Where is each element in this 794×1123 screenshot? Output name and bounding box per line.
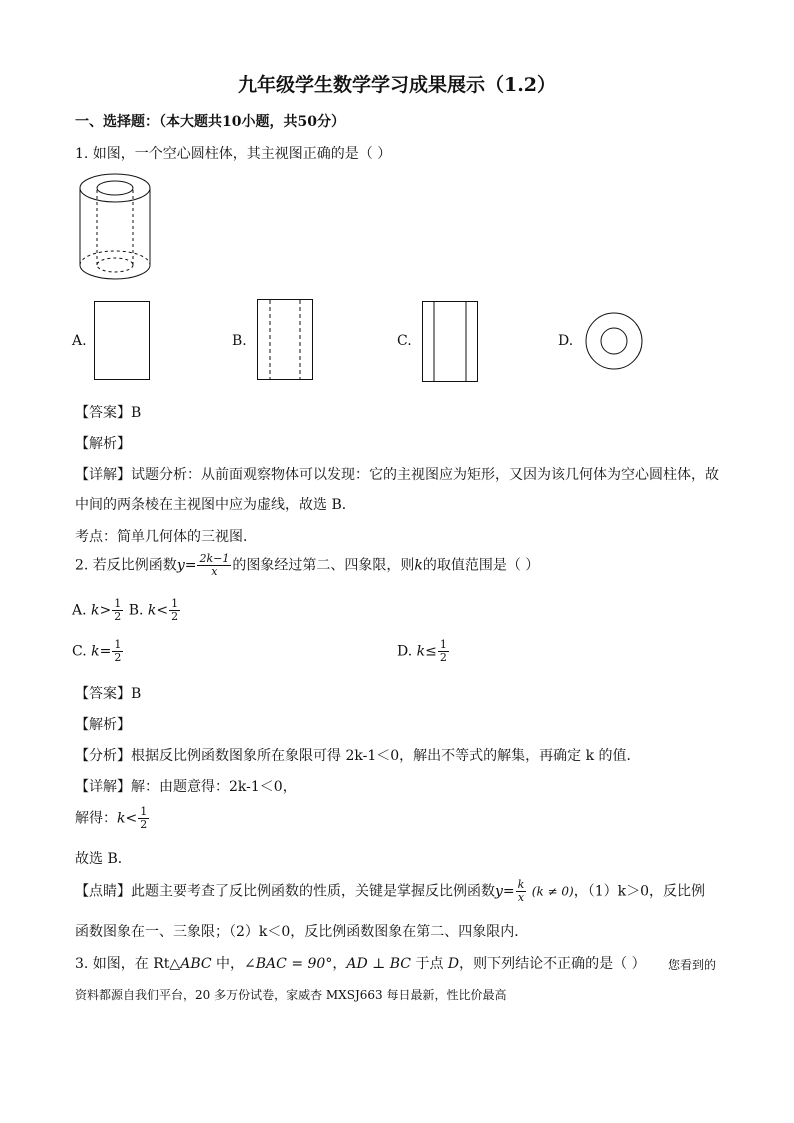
q2-opt-b-rel: k<: [147, 602, 169, 619]
q2-fraction-den: x: [211, 565, 218, 578]
q2-opt-b-label: B.: [128, 602, 144, 619]
option-c-solid-lines-rectangle: [422, 301, 480, 383]
q2-solve-prefix: 解得：: [75, 810, 117, 827]
q2-dj-cond: (k ≠ 0): [531, 884, 574, 899]
q2-detail: 【详解】解：由题意得：2k-1＜0，: [75, 779, 297, 795]
q2-dianjing-line2: 函数图象在一、三象限；（2）k＜0，反比例函数图象在第二、四象限内．: [75, 924, 529, 940]
q2-fraction: [197, 553, 231, 578]
half-num: 1: [114, 638, 122, 651]
page-title: 九年级学生数学学习成果展示（1.2）: [237, 74, 557, 96]
q1-option-c-label: C.: [397, 333, 412, 349]
half-den: 2: [439, 651, 447, 664]
q2-solve-half: [138, 806, 149, 831]
q2-choose: 故选 B．: [75, 851, 132, 867]
watermark-line1: 您看到的: [668, 958, 717, 972]
q2-dianjing-line1: [75, 879, 705, 904]
half-num: 1: [114, 597, 122, 610]
q3-perp: AD ⊥ BC: [346, 956, 411, 972]
q2-option-c: [72, 639, 124, 664]
q3-d: D: [447, 956, 460, 972]
q2-dj-num: k: [517, 878, 525, 891]
q2-opt-c-rel: k=: [91, 643, 112, 660]
q2-k: k: [414, 557, 423, 574]
q2-stem-suffix: 的图象经过第二、四象限，则: [232, 557, 415, 574]
half-den: 2: [171, 610, 179, 623]
section-heading: 一、选择题：（本大题共10小题，共50分）: [75, 114, 345, 130]
half-num: 1: [140, 805, 148, 818]
q1-stem: 1. 如图，一个空心圆柱体，其主视图正确的是（ ）: [75, 146, 392, 162]
q1-answer: 【答案】B: [75, 405, 142, 421]
q3-stem: [75, 953, 646, 973]
half-num: 1: [439, 638, 447, 651]
q3-sep: ，: [332, 956, 347, 972]
q2-opt-c-half: [112, 639, 123, 664]
q2-stem: [75, 553, 539, 578]
q2-eq: =: [184, 557, 197, 574]
half-den: 2: [140, 818, 148, 831]
q1-point: 考点：简单几何体的三视图．: [75, 529, 257, 545]
q2-dj-den: x: [517, 891, 525, 904]
half-den: 2: [114, 651, 122, 664]
q3-angle: ∠BAC = 90°: [244, 956, 333, 972]
q2-opt-a-rel: k>: [91, 602, 112, 619]
q1-option-b-label: B.: [232, 333, 247, 349]
q2-dj-prefix: 【点睛】此题主要考查了反比例函数的性质，关键是掌握反比例函数: [75, 883, 495, 900]
q2-opt-c-label: C.: [72, 643, 87, 660]
q2-fraction-num: 2k−1: [199, 552, 230, 565]
q2-solve-rel: k<: [117, 810, 138, 827]
q1-detail-line2: 中间的两条棱在主视图中应为虚线，故选 B．: [75, 497, 356, 513]
q2-option-ab: [72, 598, 181, 623]
q2-dj-fraction: [516, 879, 527, 904]
q2-stem-end: 的取值范围是（ ）: [422, 557, 540, 574]
q1-detail-line1: 【详解】试题分析：从前面观察物体可以发现：它的主视图应为矩形，又因为该几何体为空心圆柱体，故: [75, 467, 719, 483]
watermark-line2: 资料都源自我们平台，20 多万份试卷，家威杏 MXSJ663 每日最新，性比价最高: [75, 988, 507, 1002]
q3-abc: ABC: [180, 956, 212, 972]
q3-mid1: 中，: [211, 956, 245, 972]
q1-analysis: 【解析】: [75, 436, 131, 452]
q2-opt-d-rel: k≤: [416, 643, 437, 660]
q3-mid2: 于点: [411, 956, 448, 972]
q2-dj-suffix: ，（1）k＞0，反比例: [573, 883, 706, 900]
option-d-ring: [585, 312, 645, 372]
q3-stem-end: ，则下列结论不正确的是（ ）: [459, 956, 646, 972]
q2-y: y: [176, 557, 185, 574]
q1-option-d-label: D.: [558, 333, 574, 349]
q2-opt-d-half: [438, 639, 449, 664]
q2-stem-prefix: 2. 若反比例函数: [75, 557, 177, 574]
half-num: 1: [171, 597, 179, 610]
q2-option-d: [397, 639, 450, 664]
q2-dj-y: y=: [495, 883, 515, 900]
q2-opt-a-half: [112, 598, 123, 623]
q3-stem-prefix: 3. 如图，在 Rt△: [75, 956, 181, 972]
q2-fenxi: 【分析】根据反比例函数图象所在象限可得 2k-1＜0，解出不等式的解集，再确定 k 的值．: [75, 748, 641, 764]
half-den: 2: [114, 610, 122, 623]
q2-opt-d-label: D.: [397, 643, 413, 660]
option-b-dashed-rectangle: [257, 299, 315, 381]
q1-option-a-label: A.: [72, 333, 87, 349]
hollow-cylinder-figure: [78, 168, 158, 283]
q2-solve: [75, 806, 150, 831]
q2-analysis: 【解析】: [75, 717, 131, 733]
option-a-rectangle: [94, 301, 152, 381]
q2-opt-b-half: [169, 598, 180, 623]
q2-answer: 【答案】B: [75, 686, 142, 702]
q2-opt-a-label: A.: [72, 602, 87, 619]
